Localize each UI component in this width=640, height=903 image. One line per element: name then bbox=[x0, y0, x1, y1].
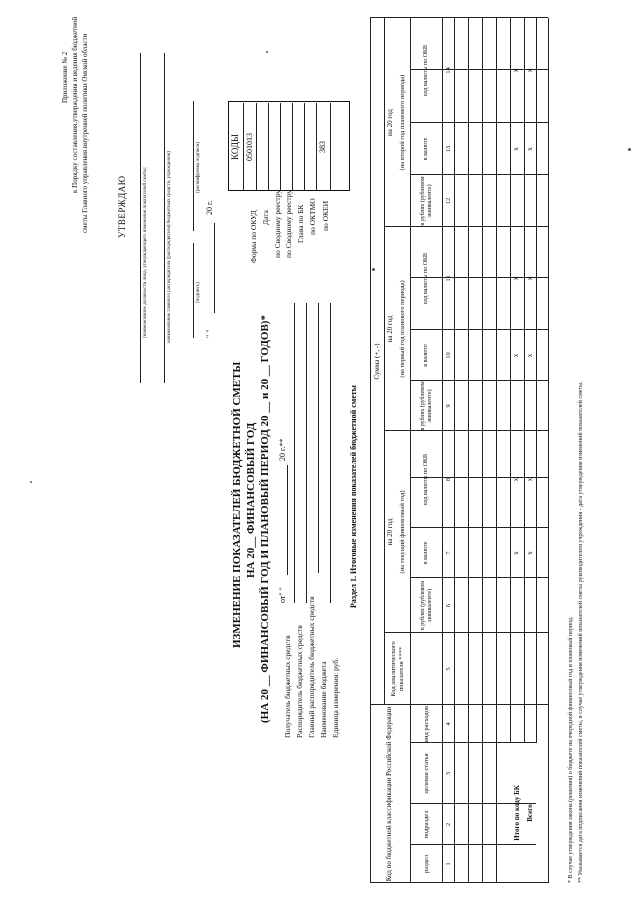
caption-signature: (подпись) bbox=[196, 282, 201, 303]
scan-speck bbox=[628, 148, 631, 151]
approve-label: УТВЕРЖДАЮ bbox=[117, 175, 127, 238]
code-label-date: Дата bbox=[261, 210, 270, 225]
number-row-divider bbox=[454, 18, 455, 883]
appendix-number: Приложение № 2 bbox=[61, 51, 69, 103]
column-number-13: 13 bbox=[444, 145, 452, 153]
code-label-oktmo: по ОКТМО bbox=[308, 198, 317, 235]
year-header-p2: на 20 год bbox=[386, 109, 395, 136]
total-mark-0-1: x bbox=[512, 477, 521, 482]
sub-code-cur: код валюты по ОКВ bbox=[423, 453, 430, 506]
total-mark-0-4: x bbox=[512, 147, 521, 151]
signature-line bbox=[193, 243, 194, 338]
caption-org: наименование главного распорядителя (распорядителя) бюджетных средств, учреждения) bbox=[167, 151, 172, 343]
total-mark-0-2: x bbox=[512, 353, 521, 358]
approve-date-quote: " " bbox=[205, 329, 214, 338]
form-title: ИЗМЕНЕНИЕ ПОКАЗАТЕЛЕЙ БЮДЖЕТНОЙ СМЕТЫ bbox=[231, 361, 243, 648]
total-mark-0-3: x bbox=[512, 276, 521, 281]
field-main-distributor-line bbox=[318, 303, 319, 573]
total-mark-0-5: x bbox=[512, 68, 521, 73]
form-title-year: НА 20__ ФИНАНСОВЫЙ ГОД bbox=[245, 422, 257, 578]
field-recipient: Получатель бюджетных средств bbox=[283, 635, 292, 738]
sub-cur-cur: в валюте bbox=[423, 541, 430, 565]
total-mark-1-5: x bbox=[526, 68, 535, 73]
sub-rub-p2: в рублях (рублевом эквиваленте) bbox=[419, 176, 433, 226]
form-title-period: (НА 20 __ ФИНАНСОВЫЙ ГОД И ПЛАНОВЫЙ ПЕРИОД 20 __ и 20 __ ГОДОВ)* bbox=[259, 315, 271, 723]
caption-decode: (расшифровка подписи) bbox=[196, 141, 201, 193]
title-date-from: от" " bbox=[278, 587, 287, 603]
title-date-line bbox=[287, 465, 288, 575]
column-number-7: 7 bbox=[444, 551, 452, 555]
total-mark-1-1: x bbox=[526, 477, 535, 482]
code-label-bk: Глава по БК bbox=[296, 204, 305, 243]
column-number-10: 10 bbox=[444, 352, 452, 359]
year-note-p1: (на первый год планового периода) bbox=[399, 280, 407, 378]
col-sum-header: Сумма (+, -) bbox=[372, 343, 381, 380]
position-line bbox=[140, 53, 141, 383]
column-number-9: 9 bbox=[444, 404, 452, 408]
code-label-okud: Форма по ОКУД bbox=[249, 210, 258, 263]
footnote-2: ** Указывается дата подписания изменений показателей сметы, в случае утверждения изменений показателей сметы руководителем учреждения - дата утверждения изменений показателей сметы. bbox=[578, 381, 584, 883]
org-line bbox=[164, 53, 165, 383]
field-budget-name: Наименование бюджета bbox=[319, 661, 328, 738]
column-number-8: 8 bbox=[444, 477, 452, 482]
body-row-line-1 bbox=[482, 18, 483, 883]
field-main-distributor: Главный распорядитель бюджетных средств bbox=[307, 596, 316, 738]
scan-speck bbox=[266, 51, 268, 53]
total-mark-1-3: x bbox=[526, 276, 535, 281]
sub-rub-p1: в рублях (рублевом эквиваленте) bbox=[419, 381, 433, 431]
column-number-14: 14 bbox=[444, 67, 452, 74]
year-note-cur: (на текущий финансовый год) bbox=[399, 490, 407, 574]
caption-position: (наименование должности лица, утверждающего изменения показателей сметы; bbox=[143, 167, 148, 338]
sub-cur-p2: в валюте bbox=[423, 137, 430, 161]
code-okud-value: 0501013 bbox=[244, 133, 254, 161]
year-header-cur: на 20 год bbox=[386, 518, 395, 546]
sub-rub-cur: в рублях (рублевом эквиваленте) bbox=[419, 580, 433, 631]
column-number-11: 11 bbox=[444, 275, 452, 282]
col-budget-code-header: Код по бюджетной классификации Российской Федерации bbox=[385, 706, 394, 882]
code-okei-value: 383 bbox=[318, 141, 328, 153]
column-number-1: 1 bbox=[444, 862, 452, 866]
sub-cur-p1: в валюте bbox=[423, 344, 430, 367]
subheader-celevaya: целевая статья bbox=[422, 753, 430, 794]
column-number-12: 12 bbox=[444, 197, 452, 205]
column-number-6: 6 bbox=[444, 603, 452, 608]
code-label-registry-1: по Сводному реестру bbox=[273, 189, 282, 258]
subheader-vid: вид расходов bbox=[422, 705, 430, 743]
scan-speck bbox=[372, 268, 375, 271]
column-number-3: 3 bbox=[444, 771, 452, 776]
body-row-line-2 bbox=[496, 18, 497, 883]
sub-code-p2: код валюты по ОКВ bbox=[423, 44, 430, 97]
field-distributor: Распорядитель бюджетных средств bbox=[295, 625, 304, 738]
total-by-bk-label: Итого по коду БК bbox=[512, 785, 521, 841]
total-mark-1-2: x bbox=[526, 353, 535, 358]
codes-header: КОДЫ bbox=[230, 134, 241, 160]
total-all-label: Всего bbox=[525, 804, 534, 822]
year-note-p2: (на второй год планового периода) bbox=[399, 74, 407, 171]
column-number-2: 2 bbox=[444, 822, 452, 827]
field-distributor-line bbox=[306, 303, 307, 603]
subheader-razdel: раздел bbox=[422, 854, 430, 874]
approve-date-line bbox=[214, 223, 215, 313]
section-title: Раздел 1. Итоговые изменения показателей бюджетной сметы bbox=[349, 385, 358, 608]
title-date-year: 20 г.** bbox=[278, 438, 287, 461]
code-label-registry-2: по Сводному реестру bbox=[284, 189, 293, 258]
subheader-podrazdel: подраздел bbox=[422, 810, 430, 839]
column-number-4: 4 bbox=[444, 722, 452, 726]
year-header-p1: на 20 год bbox=[386, 315, 395, 343]
field-budget-name-line bbox=[330, 303, 331, 603]
sub-code-p1: код валюты по ОКВ bbox=[423, 252, 430, 305]
total-mark-1-0: x bbox=[526, 551, 535, 555]
scan-speck bbox=[30, 481, 32, 483]
col-analytic-header: Код аналитического показателя **** bbox=[390, 641, 405, 697]
code-label-okei: по ОКЕИ bbox=[321, 200, 330, 231]
decode-line bbox=[193, 101, 194, 231]
footnote-1: * В случае утверждения закона (решения) о бюджете на очередной финансовый год и плановый период. bbox=[568, 616, 574, 883]
field-recipient-line bbox=[294, 303, 295, 603]
total-mark-1-4: x bbox=[526, 147, 535, 151]
body-row-line-0 bbox=[468, 18, 469, 883]
column-number-5: 5 bbox=[444, 667, 452, 671]
approve-date-year: 20 г. bbox=[205, 200, 214, 215]
appendix-line-3: сметы Главного управления внутренней политики Омской области bbox=[81, 33, 89, 233]
total-mark-0-0: x bbox=[512, 551, 521, 555]
table-bottom-border bbox=[548, 18, 549, 883]
appendix-line-2: к Порядку составления,утверждения и ведения бюджетной bbox=[71, 16, 79, 193]
field-unit: Единица измерения: руб. bbox=[331, 657, 340, 738]
